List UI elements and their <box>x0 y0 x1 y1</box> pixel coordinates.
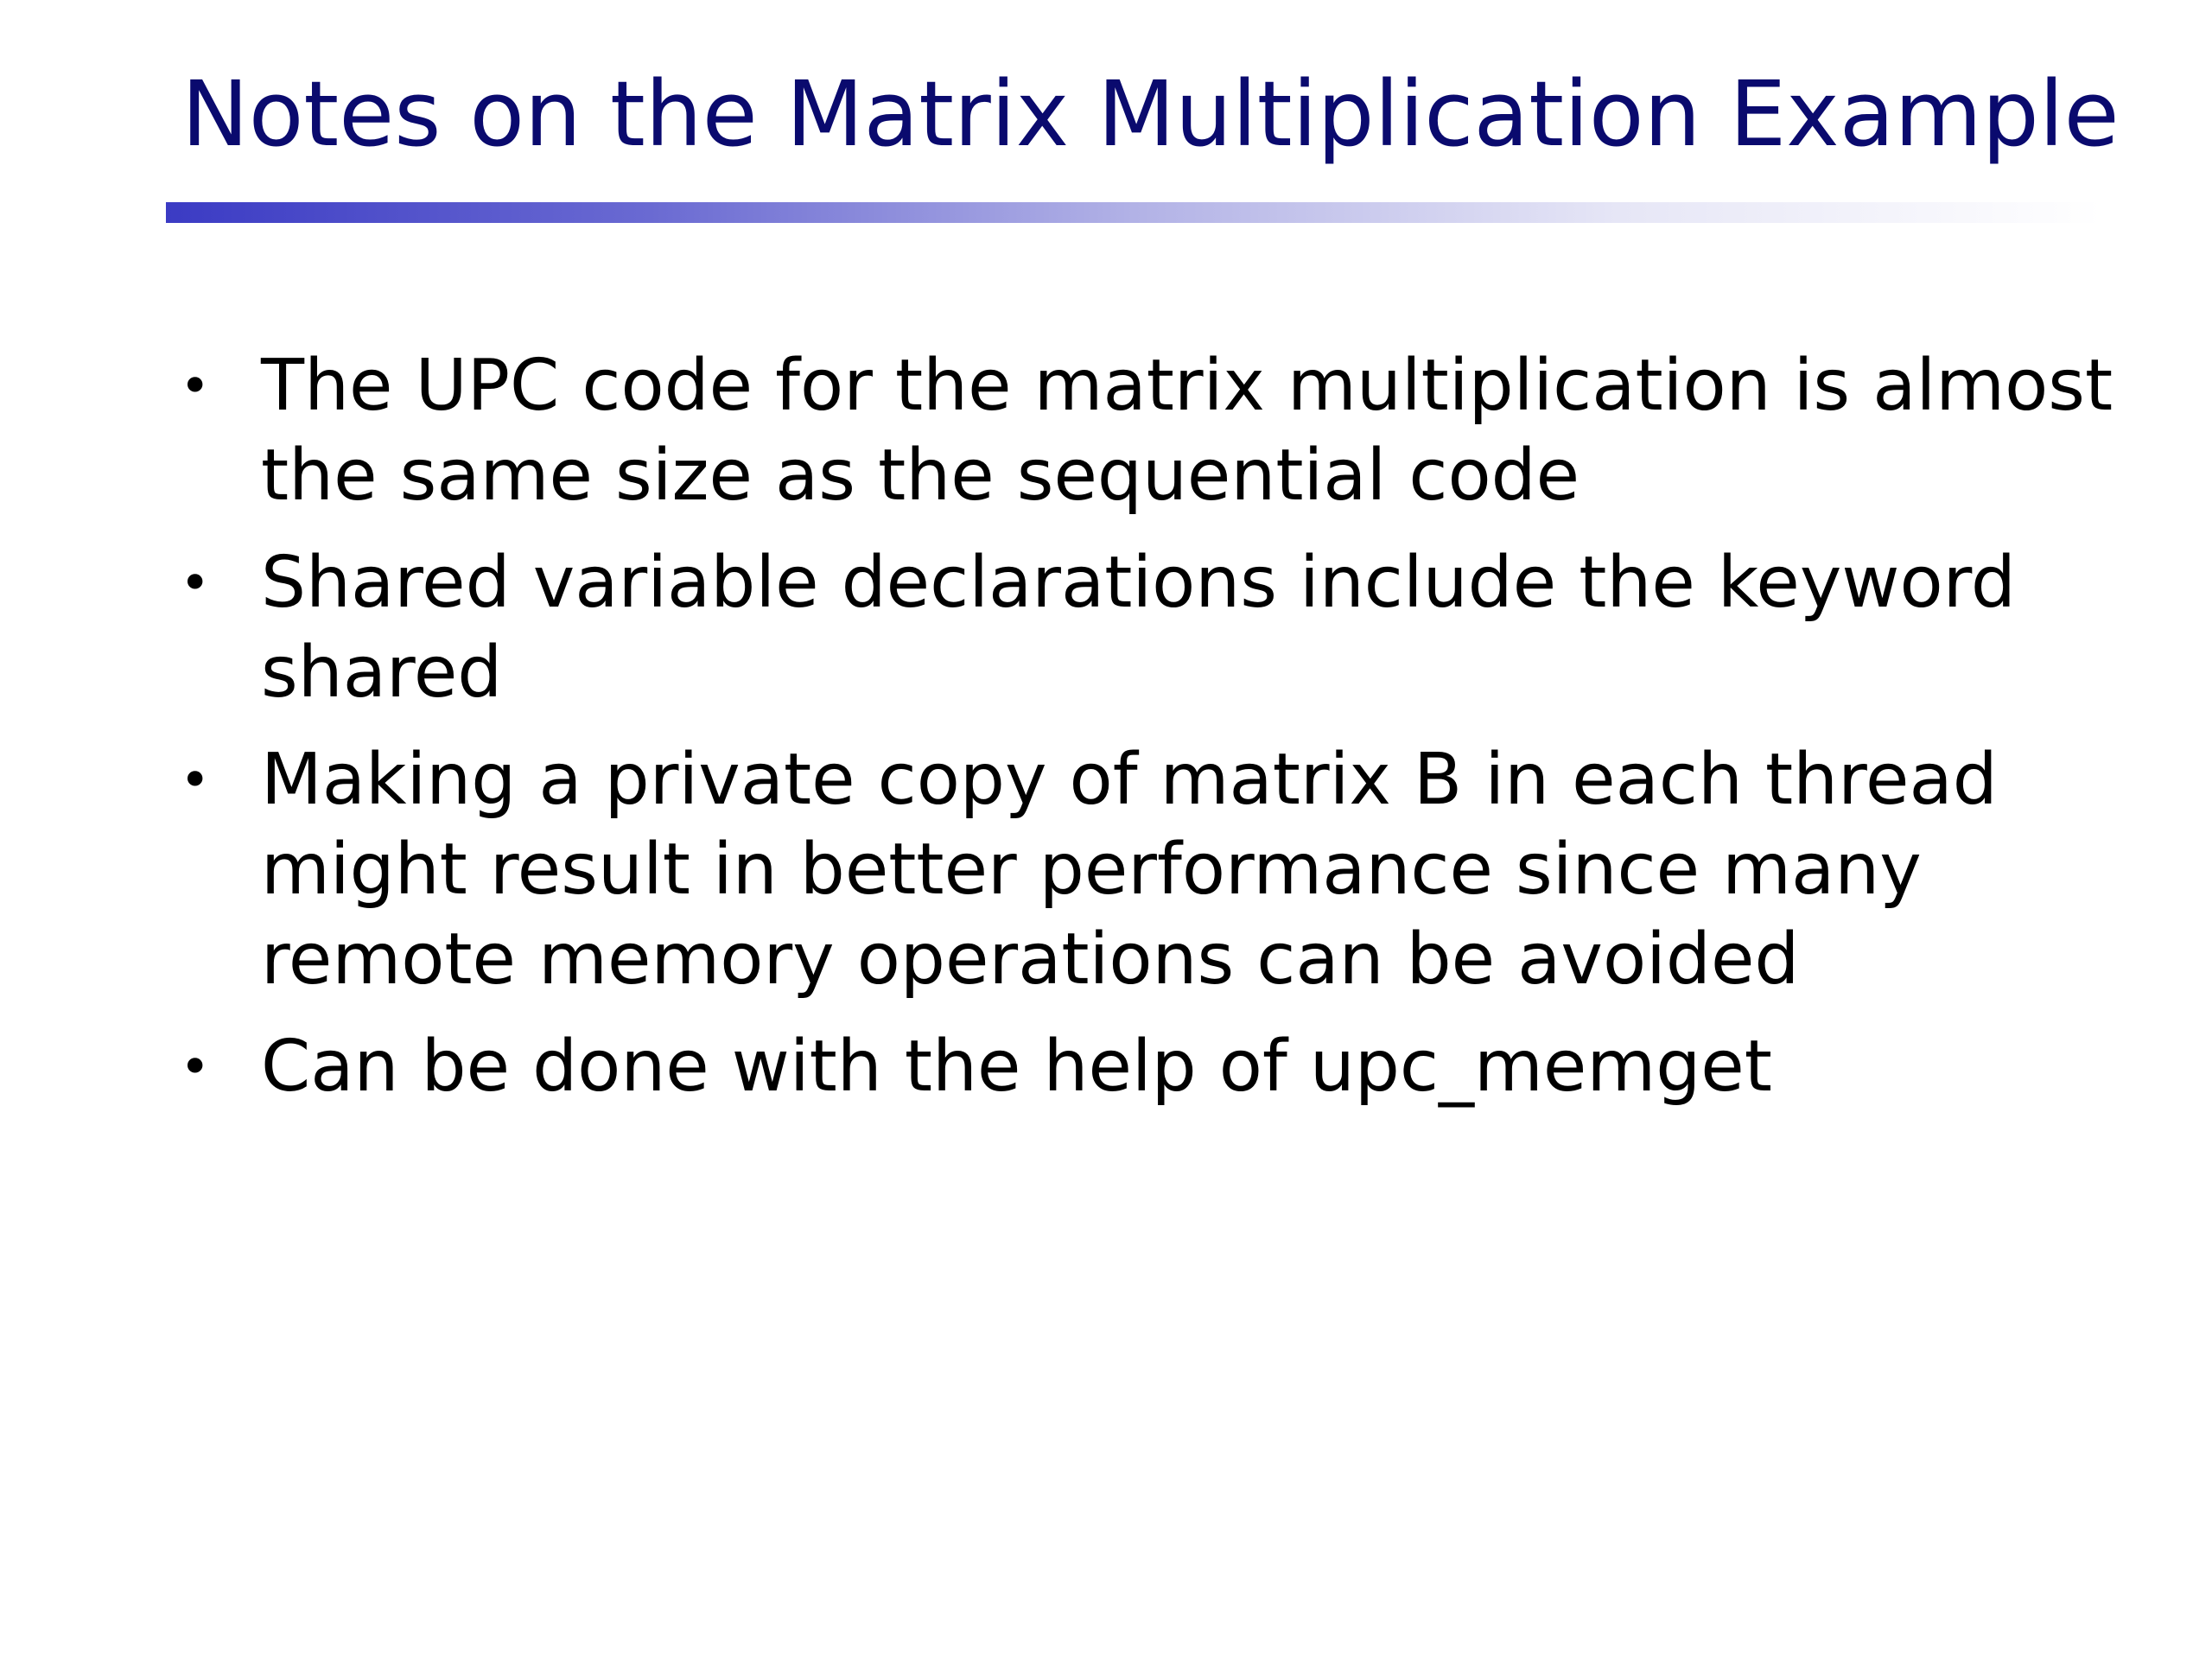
bullet-text: The UPC code for the matrix multiplication is almost the same size as the sequential code <box>261 345 2113 517</box>
bullet-item <box>173 341 2117 521</box>
bullet-list <box>173 341 2117 1129</box>
bullet-icon: • <box>180 553 211 613</box>
bullet-text: Can be done with the help of upc_memget <box>261 1026 1772 1108</box>
bullet-text: Shared variable declarations include the keyword shared <box>261 542 2016 714</box>
bullet-item <box>173 1022 2117 1112</box>
bullet-icon: • <box>180 356 211 416</box>
title-underline <box>166 202 2101 223</box>
slide-title: Notes on the Matrix Multiplication Example <box>181 61 2120 167</box>
bullet-icon: • <box>180 750 211 810</box>
bullet-item <box>173 735 2117 1005</box>
bullet-text: Making a private copy of matrix B in each thread might result in better performance since many remote memory operations can be avoided <box>261 739 1998 1001</box>
bullet-icon: • <box>180 1037 211 1097</box>
bullet-item <box>173 538 2117 718</box>
